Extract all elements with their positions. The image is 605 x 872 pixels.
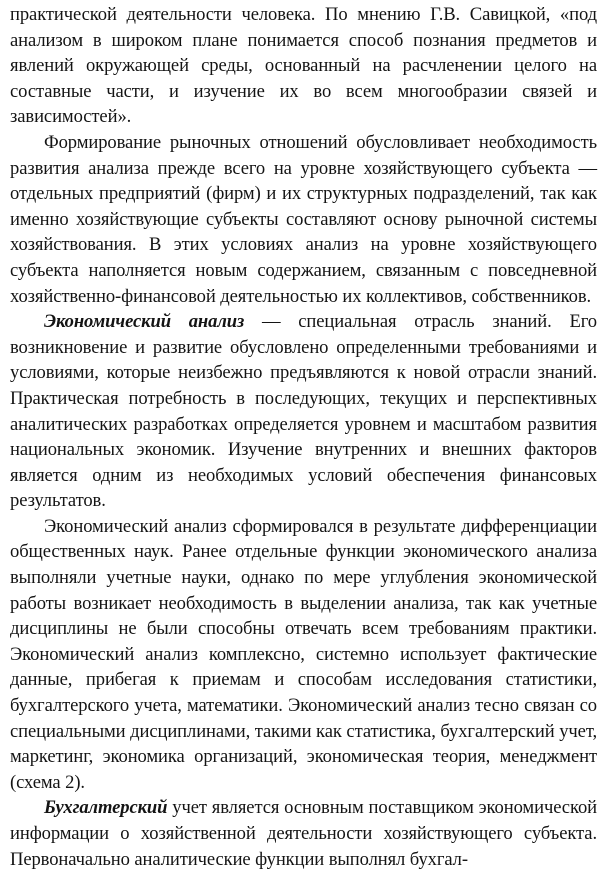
- paragraph-1: [10, 2, 597, 130]
- paragraph-3-text: — специальная отрасль знаний. Его возникновение и развитие обусловлено определенными требованиями и условиями, которые неизбежно предъявляются к новой отрасли знаний. Практическая потребность в последующих, текущих и перспективных аналитических разработках определяется уровнем и масштабом развития национальных экономик. Изучение внутренних и внешних факторов является одним из необходимых условий обеспечения финансовых результатов.: [10, 311, 597, 512]
- paragraph-4-text: Экономический анализ сформировался в результате дифференциации общественных наук. Ранее отдельные функции экономического анализа выполняли учетные науки, однако по мере углубления экономической работы возникает необходимость в выделении анализа, так как учетные дисциплины не были способны отвечать всем требованиям практики. Экономический анализ комплексно, системно использует фактические данные, прибегая к приемам и способам исследования статистики, бухгалтерского учета, математики. Экономический анализ тесно связан со специальными дисциплинами, такими как статистика, бухгалтерский учет, маркетинг, экономика организаций, экономическая теория, менеджмент (схема 2).: [10, 515, 597, 793]
- paragraph-5-text: учет является основным поставщиком экономической информации о хозяйственной деятельности хозяйствующего субъекта. Первоначально аналитические функции выполнял бухгал-: [10, 797, 597, 870]
- paragraph-2-text: Формирование рыночных отношений обусловливает необходимость развития анализа прежде всего на уровне хозяйствующего субъекта — отдельных предприятий (фирм) и их структурных подразделений, так как именно хозяйствующие субъекты составляют основу рыночной системы хозяйствования. В этих условиях анализ на уровне хозяйствующего субъекта наполняется новым содержанием, связанным с повседневной хозяйственно-финансовой деятельностью их коллективов, собственников.: [10, 131, 597, 307]
- paragraph-5: [10, 795, 597, 872]
- term-accounting: Бухгалтерский: [44, 797, 168, 819]
- term-economic-analysis: Экономический анализ: [44, 311, 245, 333]
- paragraph-2: [10, 130, 597, 309]
- paragraph-4: [10, 514, 597, 796]
- paragraph-1-text: практической деятельности человека. По мнению Г.В. Савицкой, «под анализом в широком плане понимается способ познания предметов и явлений окружающей среды, основанный на расчленении целого на составные части, и изучение их во всем многообразии связей и зависимостей».: [10, 4, 597, 128]
- paragraph-3: [10, 309, 597, 514]
